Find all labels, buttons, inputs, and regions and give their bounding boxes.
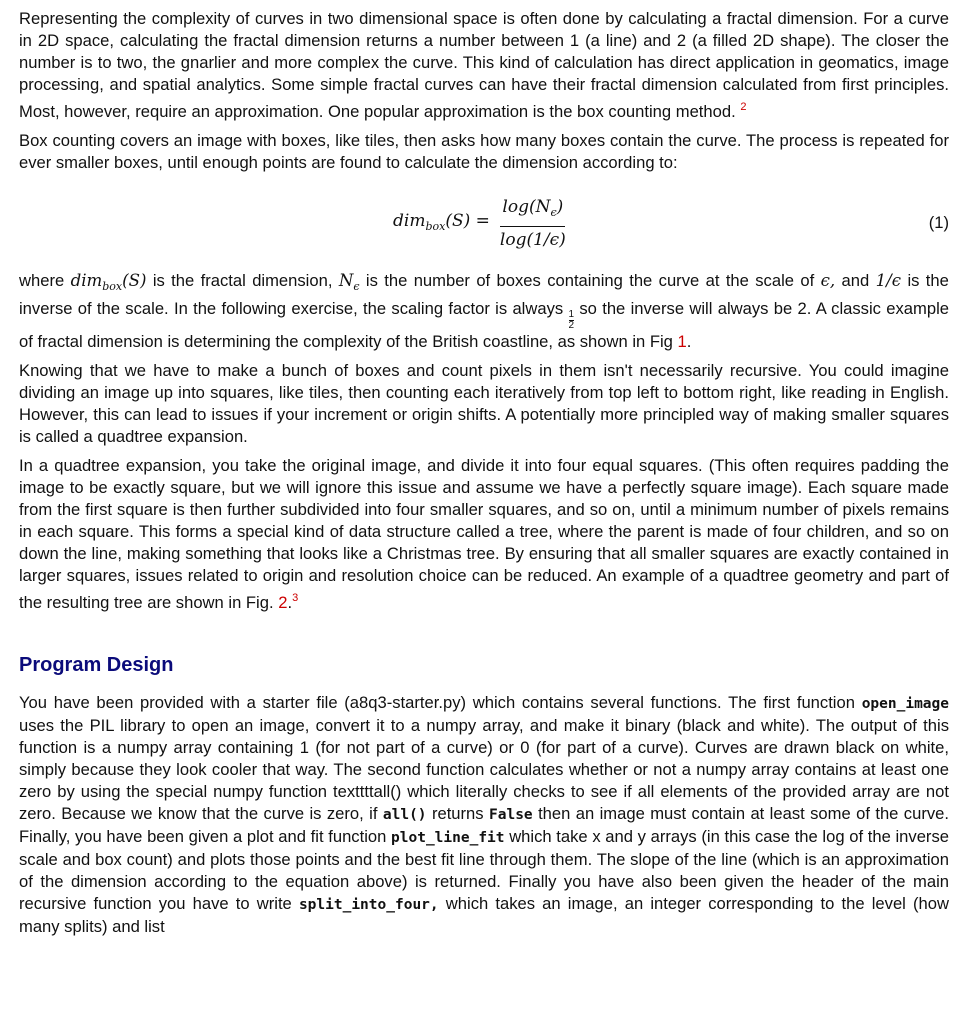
definition-paragraph	[19, 270, 949, 353]
def-text-4: and	[841, 271, 870, 290]
fractal-dimension-formula	[393, 196, 566, 251]
eq-num-sub: ϵ	[550, 206, 557, 219]
def-dim-sub: box	[102, 280, 123, 293]
intro-text: Representing the complexity of curves in two dimensional space is often done by calculating a fractal dimension. For a curve in 2D space, calculating the fractal dimension returns a number between 1 (a line) and 2 (a filled 2D shape). The closer the number is to two, the gnarlier and more complex the curve. This kind of calculation has direct application in geomatics, image processing, and spatial analytics. Some simple fractal curves can have their fractal dimension calculated from first principles. Most, however, require an approximation. One popular approximation is the box counting method.	[19, 9, 949, 121]
def-text-7: .	[686, 332, 692, 351]
def-dim: dim	[70, 271, 103, 290]
half-num: 1	[568, 309, 575, 320]
code-false: False	[489, 807, 533, 823]
recursion-paragraph: Knowing that we have to make a bunch of boxes and count pixels in them isn't necessarily recursive. You could imagine dividing an image up into squares, like tiles, then counting each iteratively from top left to bottom right, like reading in English. However, this can lead to issues if your increment or origin shifts. A potentially more principled way of making smaller squares is called a quadtree expansion.	[19, 361, 949, 446]
program-design-paragraph	[19, 692, 949, 938]
pd-text-3: returns	[431, 804, 484, 823]
def-text-1: where	[19, 271, 65, 290]
def-dim-arg: (S)	[122, 271, 147, 290]
eq-lhs-dim: dim	[393, 210, 426, 231]
eq-lhs-sub: box	[425, 219, 446, 233]
quadtree-paragraph	[19, 455, 949, 614]
def-eps: ϵ,	[820, 271, 836, 290]
def-n-sub: ϵ	[353, 280, 360, 293]
pd-text-4: then an image must contain at least some of the curve. Finally, you have been given a plot and fit function	[19, 804, 949, 846]
code-split-into-four: split_into_four,	[298, 897, 439, 913]
def-text-3: is the number of boxes containing the curve at the scale of	[365, 271, 815, 290]
footnote-2-link[interactable]: 2	[740, 101, 747, 113]
eq-fraction	[500, 196, 566, 251]
fig-2-link[interactable]: 2	[278, 593, 288, 612]
quadtree-end: .	[287, 593, 293, 612]
pd-text-6: which takes an image, an integer corresponding to the level (how many splits) and list	[19, 894, 949, 936]
section-heading: Program Design	[19, 654, 174, 676]
eq-denominator: log(1/ϵ)	[499, 230, 566, 250]
def-n: N	[338, 271, 354, 290]
eq-num-end: )	[556, 197, 564, 217]
def-text-5: is the inverse of the scale. In the following exercise, the scaling factor is always	[19, 271, 949, 318]
code-all: all()	[382, 807, 427, 823]
pd-text-1: You have been provided with a starter file (a8q3-starter.py) which contains several functions. The first function	[19, 693, 855, 712]
eq-lhs-arg: (S) =	[445, 210, 490, 231]
def-text-6: so the inverse will always be 2. A classic example of fractal dimension is determining the complexity of the British coastline, as shown in Fig	[19, 299, 949, 351]
equation-number: (1)	[928, 213, 949, 232]
fig-1-link[interactable]: 1	[677, 332, 687, 351]
def-inverse: 1/ϵ	[875, 271, 902, 290]
def-dim-symbol	[70, 271, 147, 293]
code-plot-line-fit: plot_line_fit	[391, 830, 505, 846]
pd-text-5: which take x and y arrays (in this case the log of the inverse scale and box count) and plots those points and the best fit line through them. The slope of the line (which is an approximation of the dimension according to the equation above) is returned. Finally you have also been given the header of the main recursive function you have to write	[19, 827, 949, 913]
eq-numerator	[500, 196, 565, 227]
eq-lhs	[393, 210, 490, 238]
code-open-image: open_image	[861, 696, 949, 712]
quadtree-text: In a quadtree expansion, you take the original image, and divide it into four equal squares. (This often requires padding the image to be exactly square, but we will ignore this issue and assume we have a perfectly square image). Each square made from the first square is then further subdivided into four smaller squares, and so on, until a minimum number of pixels remains in each square. This forms a special kind of data structure called a tree, where the parent is made of four children, and so on down the line, making something that looks like a Christmas tree. By ensuring that all smaller squares are exactly contained in larger squares, issues related to origin and resolution choice can be reduced. An example of a quadtree geometry and part of the resulting tree are shown in Fig.	[19, 456, 949, 612]
intro-paragraph	[19, 8, 949, 123]
eq-num-text: log(N	[502, 197, 551, 217]
half-fraction	[569, 310, 575, 331]
pd-text-2: uses the PIL library to open an image, convert it to a numpy array, and make it binary (black and white). The output of this function is a numpy array containing 1 (for not part of a curve) or 0 (for part of a curve). Curves are drawn black on white, simply because they look cooler that way. The second function calculates whether or not a numpy array contains at least one zero by using the special numpy function texttttall() which literally checks to see if all elements of the provided array are not zero. Because we know that the curve is zero, if	[19, 716, 949, 823]
box-counting-paragraph: Box counting covers an image with boxes, like tiles, then asks how many boxes contain the curve. The process is repeated for ever smaller boxes, until enough points are found to calculate the dimension according to:	[19, 131, 949, 172]
equation-1	[19, 188, 949, 258]
footnote-3-link[interactable]: 3	[292, 592, 299, 604]
def-n-symbol	[338, 271, 360, 293]
def-text-2: is the fractal dimension,	[152, 271, 333, 290]
half-den: 2	[568, 320, 575, 331]
